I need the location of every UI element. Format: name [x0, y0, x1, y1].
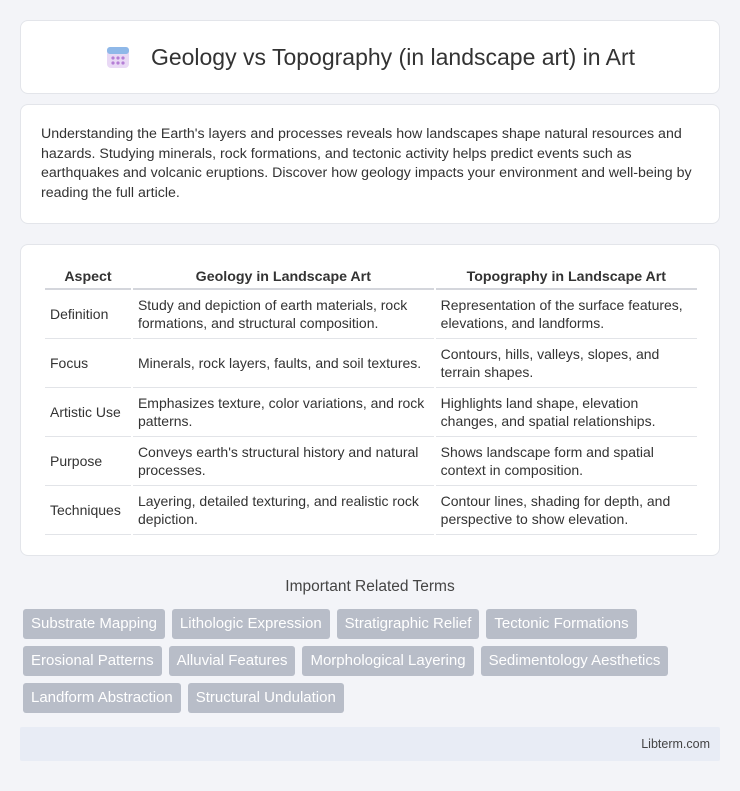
comparison-table-card	[20, 244, 720, 556]
cell-topography: Highlights land shape, elevation changes, and spatial relationships.	[436, 388, 697, 437]
header-card	[20, 20, 720, 94]
tag-landform-abstraction[interactable]: Landform Abstraction	[23, 683, 181, 713]
intro-text: Understanding the Earth's layers and processes reveals how landscapes shape natural resources and hazards. Studying minerals, rock formations, and tectonic activity helps predict events such as earthquakes and volcanic eruptions. Discover how geology impacts your environment and well-being by reading the full article.	[41, 126, 692, 201]
tag-morphological-layering[interactable]: Morphological Layering	[302, 646, 473, 676]
cell-topography: Representation of the surface features, elevations, and landforms.	[436, 290, 697, 339]
header-geology: Geology in Landscape Art	[133, 265, 434, 290]
tag-stratigraphic-relief[interactable]: Stratigraphic Relief	[337, 609, 480, 639]
footer-brand-link[interactable]: Libterm.com	[641, 737, 710, 751]
comparison-table	[43, 265, 699, 535]
cell-geology: Minerals, rock layers, faults, and soil textures.	[133, 339, 434, 388]
cell-aspect: Artistic Use	[45, 388, 131, 437]
cell-geology: Conveys earth's structural history and natural processes.	[133, 437, 434, 486]
footer	[20, 727, 720, 761]
tag-sedimentology-aesthetics[interactable]: Sedimentology Aesthetics	[481, 646, 669, 676]
tag-alluvial-features[interactable]: Alluvial Features	[169, 646, 296, 676]
cell-geology: Layering, detailed texturing, and realistic rock depiction.	[133, 486, 434, 535]
cell-geology: Study and depiction of earth materials, rock formations, and structural composition.	[133, 290, 434, 339]
tag-substrate-mapping[interactable]: Substrate Mapping	[23, 609, 165, 639]
table-row	[45, 388, 697, 437]
table-header-row	[45, 265, 697, 290]
cell-aspect: Purpose	[45, 437, 131, 486]
cell-aspect: Definition	[45, 290, 131, 339]
cell-topography: Contours, hills, valleys, slopes, and terrain shapes.	[436, 339, 697, 388]
header-topography: Topography in Landscape Art	[436, 265, 697, 290]
table-row	[45, 437, 697, 486]
tag-erosional-patterns[interactable]: Erosional Patterns	[23, 646, 162, 676]
table-row	[45, 486, 697, 535]
calendar-grid-icon	[105, 44, 131, 70]
tag-lithologic-expression[interactable]: Lithologic Expression	[172, 609, 330, 639]
related-terms-title: Important Related Terms	[285, 578, 455, 595]
cell-aspect: Techniques	[45, 486, 131, 535]
page-title: Geology vs Topography (in landscape art) in Art	[150, 43, 636, 70]
header-aspect: Aspect	[45, 265, 131, 290]
cell-aspect: Focus	[45, 339, 131, 388]
tag-structural-undulation[interactable]: Structural Undulation	[188, 683, 344, 713]
cell-topography: Shows landscape form and spatial context in composition.	[436, 437, 697, 486]
cell-topography: Contour lines, shading for depth, and perspective to show elevation.	[436, 486, 697, 535]
tag-tectonic-formations[interactable]: Tectonic Formations	[486, 609, 636, 639]
cell-geology: Emphasizes texture, color variations, and rock patterns.	[133, 388, 434, 437]
intro-card	[20, 104, 720, 224]
table-row	[45, 339, 697, 388]
related-terms-list	[23, 609, 723, 713]
table-row	[45, 290, 697, 339]
